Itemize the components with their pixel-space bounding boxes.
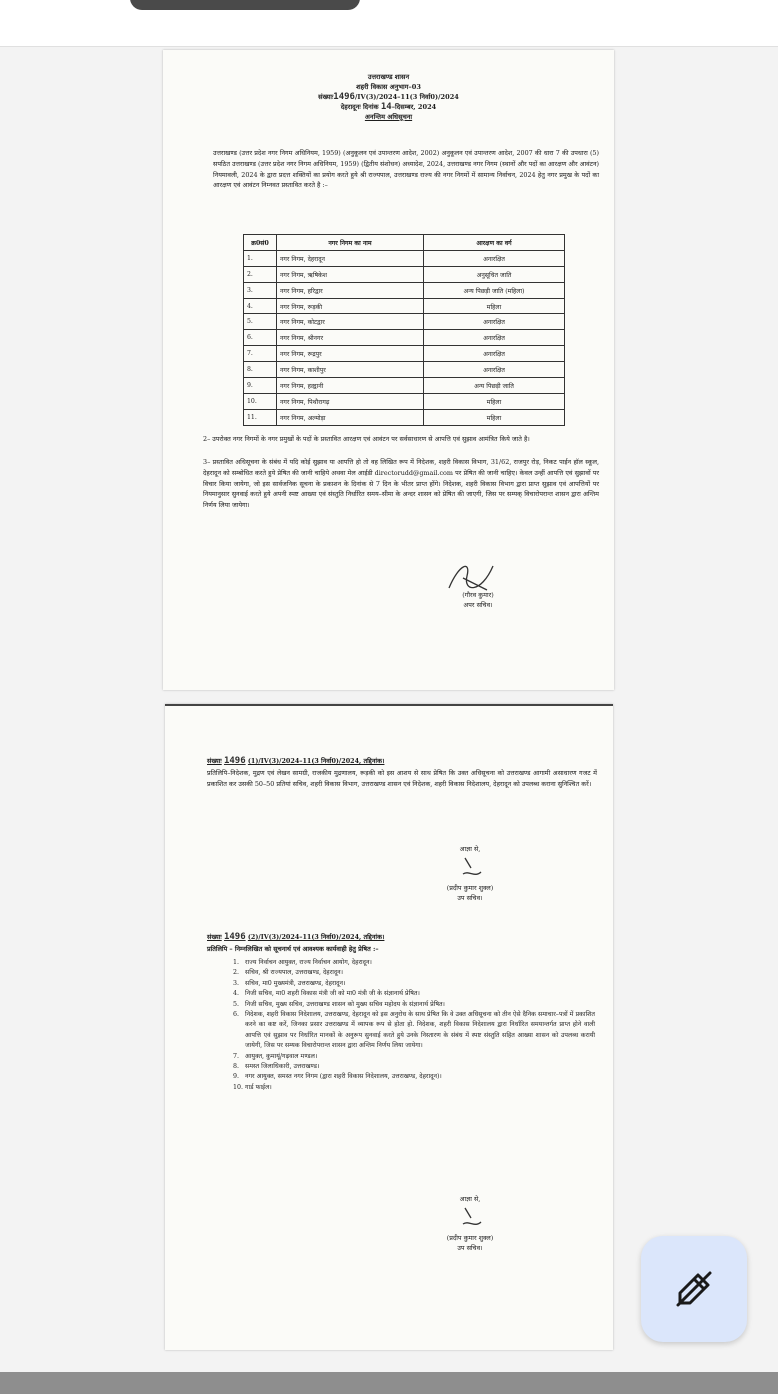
- pen-edit-icon: [674, 1269, 714, 1309]
- document-number: संख्याः1496/IV(3)/2024–11(3 निर्वा0)/2024: [318, 92, 459, 102]
- gov-header-line-2: शहरी विकास अनुभाग–03: [356, 83, 421, 91]
- list-item: [233, 1072, 595, 1082]
- list-item-text: गार्ड फाईल।: [245, 1083, 272, 1091]
- table-cell-sno: 3.: [244, 282, 277, 298]
- table-cell-category: अनारक्षित: [424, 346, 565, 362]
- order-block-2: [415, 1194, 525, 1253]
- table-cell-category: महिला: [424, 393, 565, 409]
- table-cell-name: नगर निगम, कोटद्वार: [277, 314, 424, 330]
- reference-number-2: संख्याः 1496 (2)/IV(3)/2024–11(3 निर्वा0)/2024, तद्दिनांक।: [207, 932, 385, 942]
- signatory-name: (प्रदीप कुमार शुक्ल): [446, 884, 494, 892]
- table-row: [244, 314, 565, 330]
- table-header-name: नगर निगम का नाम: [277, 235, 424, 251]
- order-line: आज्ञा से,: [459, 845, 481, 853]
- list-item-number: 9.: [233, 1073, 240, 1081]
- list-item-number: 2.: [233, 969, 240, 977]
- edit-fab-button[interactable]: [641, 1236, 747, 1342]
- table-row: [244, 298, 565, 314]
- list-item: [233, 1062, 595, 1072]
- list-item-text: निदेशक, शहरी विकास निदेशालय, उत्तराखण्ड, देहरादून को इस अनुरोध के साथ प्रेषित कि वे उक्त अधिसूचना को तीन ऐसे दैनिक समाचार–पत्रों में प्रकाशित करने का कष्ट करें, जिनका प्रसार उत्तराखण्ड में व्यापक रूप से होता हो. निदेशक, शहरी विकास निदेशालय द्वारा निर्धारित समयान्तर्गत प्राप्त होने वाली आपत्ति एवं सुझाव पर निर्धारित मानकों के अनुरूप सुनवाई करते हुये उनके निस्तारण के संबंध में स्पष्ट संस्तुति सहित आख्या शासन को उपलब्ध करायी जायेगी, जिस पर सम्यक विचारोपरान्त शासन द्वारा अन्तिम निर्णय लिया जायेगा।: [245, 1011, 595, 1050]
- table-row: [244, 346, 565, 362]
- list-item-text: निजी सचिव, मुख्य सचिव, उत्तराखण्ड शासन को मुख्य सचिव महोदय के संज्ञानार्थ प्रेषित।: [245, 1000, 445, 1008]
- copy-to-list-lead: प्रतिलिपि – निम्नलिखित को सूचनार्थ एवं आवश्यक कार्यवाही हेतु प्रेषित :–: [207, 945, 379, 953]
- table-row: [244, 409, 565, 425]
- table-row: [244, 282, 565, 298]
- table-cell-name: नगर निगम, पिथौरागढ़: [277, 393, 424, 409]
- list-item: [233, 989, 595, 999]
- table-header-sno: क्र0सं0: [244, 235, 277, 251]
- table-header-category: आरक्षण का वर्ग: [424, 235, 565, 251]
- list-item: [233, 1083, 595, 1093]
- signatory-designation: उप सचिव।: [457, 1244, 483, 1252]
- list-item: [233, 968, 595, 978]
- table-cell-sno: 8.: [244, 362, 277, 378]
- handwritten-ref-2: 1496: [223, 932, 246, 942]
- list-item: [233, 1000, 595, 1010]
- table-cell-name: नगर निगम, काशीपुर: [277, 362, 424, 378]
- bottom-bar: [0, 1372, 778, 1394]
- list-item: [233, 979, 595, 989]
- list-item-number: 3.: [233, 979, 240, 987]
- table-cell-sno: 2.: [244, 266, 277, 282]
- notification-title: अनन्तिम अधिसूचना: [364, 113, 413, 121]
- list-item-text: नगर आयुक्त, समस्त नगर निगम (द्वारा शहरी विकास निदेशालय, उत्तराखण्ड, देहरादून)।: [245, 1073, 442, 1081]
- list-item-text: सचिव, मा0 मुख्यमंत्री, उत्तराखण्ड, देहरादून।: [245, 979, 346, 987]
- list-item: [233, 958, 595, 968]
- list-item-number: 10.: [233, 1083, 244, 1091]
- copy-to-printing: प्रतिलिपि–निदेशक, मुद्रण एवं लेखन सामग्री, राजकीय मुद्रणालय, रूड़की को इस आशय से साथ प्रेषित कि उक्त अधिसूचना को उत्तराखण्ड आगामी असाधारण गजट में प्रकाशित कर उसकी 50–50 प्रतियां सचिव, शहरी विकास विभाग, उत्तराखण्ड शासन एवं निदेशक, शहरी विकास निदेशालय, देहरादून को उपलब्ध कराना सुनिश्चित करें।: [207, 769, 597, 788]
- list-item-number: 1.: [233, 959, 240, 966]
- signatory-name: (प्रदीप कुमार शुक्ल): [446, 1234, 494, 1242]
- signatory-designation: अपर सचिव।: [463, 601, 493, 609]
- list-item-text: सचिव, श्री राज्यपाल, उत्तराखण्ड, देहरादून।: [245, 969, 344, 977]
- table-cell-name: नगर निगम, रूड़की: [277, 298, 424, 314]
- table-cell-category: अनारक्षित: [424, 314, 565, 330]
- table-cell-category: अनारक्षित: [424, 250, 565, 266]
- signature-mark-3: [455, 1204, 485, 1230]
- list-item-text: राज्य निर्वाचन आयुक्त, राज्य निर्वाचन आयोग, देहरादून।: [245, 959, 372, 966]
- list-item-number: 7.: [233, 1052, 240, 1060]
- document-page-2: [165, 704, 613, 1350]
- signatory-designation: उप सचिव।: [457, 894, 483, 902]
- intro-paragraph: उत्तराखण्ड (उत्तर प्रदेश नगर निगम अधिनियम, 1959) (अनुकूलन एवं उपान्तरण आदेश, 2002) अनुकूलन एवं उपान्तरण आदेश, 2007 की धारा 7 की उपधारा (5) सपठित उत्तराखण्ड (उत्तर प्रदेश नगर निगम अधिनियम, 1959) (द्वितीय संशोधन) अध्यादेश, 2024, उत्तराखण्ड नगर निगम (स्थानों और पदों का आरक्षण और आवंटन) नियमावली, 2024 के द्वारा प्रदत्त शक्तियों का प्रयोग करते हुये श्री राज्यपाल, उत्तराखण्ड राज्य की नगर निगमों में सामान्य निर्वाचन, 2024 हेतु नगर प्रमुख के पदों का आरक्षण एवं आवंटन निम्नवत प्रस्तावित करते है :–: [213, 149, 599, 190]
- signature-mark-2: [455, 854, 485, 880]
- table-cell-name: नगर निगम, हरिद्वार: [277, 282, 424, 298]
- list-item: [233, 1052, 595, 1062]
- list-item-text: आयुक्त, कुमायूं/गढ़वाल मण्डल।: [245, 1052, 318, 1060]
- table-cell-name: नगर निगम, देहरादून: [277, 250, 424, 266]
- table-cell-name: नगर निगम, अल्मोड़ा: [277, 409, 424, 425]
- paragraph-3: 3– प्रस्तावित अधिसूचना के संबंध में यदि कोई सुझाव या आपत्ति हो तो वह लिखित रूप में निदेशक, शहरी विकास विभाग, 31/62, राजपुर रोड़, निकट पाईन हॉल स्कूल, देहरादून को सम्बोधित करते हुये प्रेषित की जानी चाहिये अथवा मेल आईडी directorudd@gmail.com पर प्रेषित की जानी चाहिए। केवल उन्हीं आपत्ति एवं सुझावों पर विचार किया जायेगा, जो इस सार्वजनिक सूचना के प्रकाशन के दिनांक से 7 दिन के भीतर प्राप्त होंगे। निदेशक, शहरी विकास विभाग द्वारा प्राप्त सुझाव एवं आपत्तियों पर नियमानुसार सुनवाई करते हुये अपनी स्पष्ट आख्या एवं संस्तुति निर्धारित समय–सीमा के अन्दर शासन को प्रेषित की जाएगी, जिस पर सम्यक् विचारोपरान्त शासन द्वारा अन्तिम निर्णय लिया जायेगा।: [203, 458, 599, 510]
- table-cell-sno: 1.: [244, 250, 277, 266]
- table-cell-sno: 10.: [244, 393, 277, 409]
- order-block-1: [415, 844, 525, 903]
- handwritten-date: 14: [380, 102, 392, 112]
- table-row: [244, 330, 565, 346]
- table-cell-category: अन्य पिछड़ी जाति (महिला): [424, 282, 565, 298]
- table-row: [244, 250, 565, 266]
- table-cell-name: नगर निगम, श्रीनगर: [277, 330, 424, 346]
- reservation-table: [243, 234, 565, 426]
- table-cell-sno: 5.: [244, 314, 277, 330]
- table-cell-category: अनारक्षित: [424, 362, 565, 378]
- table-row: [244, 378, 565, 394]
- table-cell-category: महिला: [424, 409, 565, 425]
- handwritten-number: 1496: [333, 92, 355, 102]
- list-item: [233, 1010, 595, 1052]
- document-date: देहरादूनः दिनांक 14–दिसम्बर, 2024: [340, 102, 437, 112]
- list-item-number: 6.: [233, 1011, 240, 1019]
- gov-header-line-1: उत्तराखण्ड शासन: [367, 73, 410, 81]
- list-item-number: 4.: [233, 990, 240, 998]
- table-row: [244, 362, 565, 378]
- table-cell-sno: 4.: [244, 298, 277, 314]
- signatory-name: (गौरव कुमार): [462, 591, 494, 599]
- reference-number-1: संख्याः 1496 (1)/IV(3)/2024–11(3 निर्वा0)/2024, तद्दिनांक।: [207, 756, 385, 766]
- table-cell-name: नगर निगम, ऋषिकेश: [277, 266, 424, 282]
- handwritten-ref-1: 1496: [223, 756, 246, 766]
- paragraph-2: 2– उपरोक्त नगर निगमों के नगर प्रमुखों के पदों के प्रस्तावित आरक्षण एवं आवंटन पर सर्वसाधारण से आपत्ति एवं सुझाव आमंत्रित किये जाते है।: [203, 435, 530, 443]
- table-row: [244, 266, 565, 282]
- table-cell-category: अनुसूचित जाति: [424, 266, 565, 282]
- list-item-number: 8.: [233, 1063, 240, 1071]
- table-cell-sno: 6.: [244, 330, 277, 346]
- list-item-text: समस्त जिलाधिकारी, उत्तराखण्ड।: [245, 1063, 320, 1071]
- table-cell-category: अन्य पिछड़ी जाति: [424, 378, 565, 394]
- table-cell-sno: 11.: [244, 409, 277, 425]
- table-cell-name: नगर निगम, हल्द्वानी: [277, 378, 424, 394]
- table-row: [244, 393, 565, 409]
- table-cell-category: अनारक्षित: [424, 330, 565, 346]
- list-item-text: निजी सचिव, मा0 शहरी विकास मंत्री जी को मा0 मंत्री जी के संज्ञानार्थ प्रेषित।: [245, 990, 420, 998]
- recipient-list: [233, 958, 595, 1093]
- list-item-number: 5.: [233, 1000, 240, 1008]
- top-app-bar: [0, 0, 778, 47]
- top-title-cropped: [130, 0, 360, 10]
- table-header-row: [244, 235, 565, 251]
- signatory-block-1: [433, 590, 523, 610]
- order-line: आज्ञा से,: [459, 1195, 481, 1203]
- table-cell-sno: 9.: [244, 378, 277, 394]
- table-cell-category: महिला: [424, 298, 565, 314]
- table-cell-sno: 7.: [244, 346, 277, 362]
- table-body: [244, 250, 565, 425]
- document-page-1: [163, 50, 614, 690]
- table-cell-name: नगर निगम, रूद्रपुर: [277, 346, 424, 362]
